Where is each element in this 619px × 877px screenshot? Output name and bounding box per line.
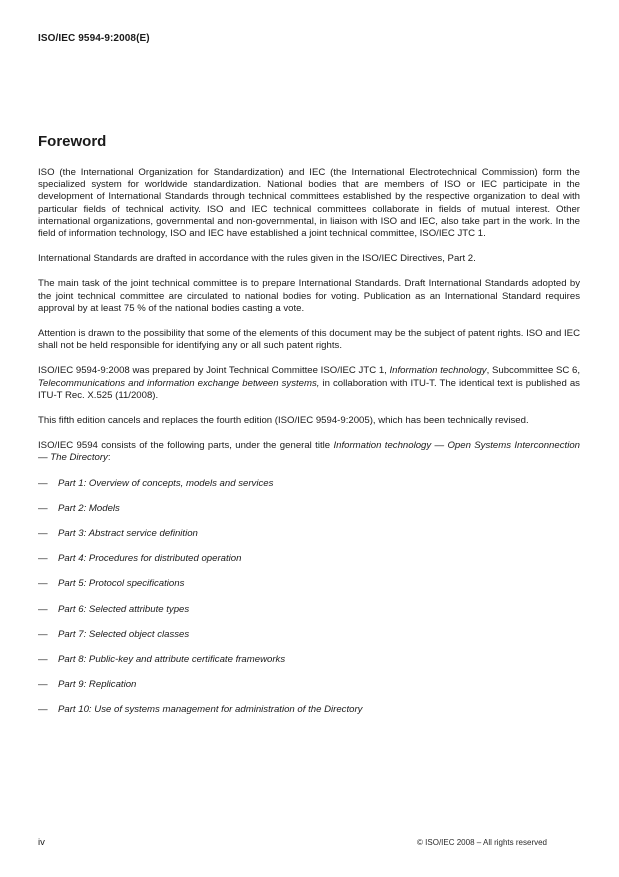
part-list-item bbox=[38, 654, 580, 666]
part-list-item-text: Part 1: Overview of concepts, models and services bbox=[58, 477, 274, 489]
list-dash: — bbox=[38, 578, 48, 590]
part-list-item bbox=[38, 679, 580, 691]
foreword-section bbox=[38, 133, 580, 730]
part-list-item bbox=[38, 478, 580, 490]
part-list-item-text: Part 9: Replication bbox=[58, 679, 137, 691]
list-dash: — bbox=[38, 654, 48, 666]
list-dash: — bbox=[38, 628, 48, 640]
part-list-item-text: Part 6: Selected attribute types bbox=[58, 603, 190, 615]
list-dash: — bbox=[38, 679, 48, 691]
part-list-item bbox=[38, 578, 580, 590]
part-list-item-text: Part 3: Abstract service definition bbox=[58, 528, 198, 540]
list-dash: — bbox=[38, 502, 48, 514]
part-list-item bbox=[38, 604, 580, 616]
document-reference-header: ISO/IEC 9594-9:2008(E) bbox=[38, 33, 150, 44]
body-paragraph: International Standards are drafted in accordance with the rules given in the ISO/IEC Directives, Part 2. bbox=[38, 253, 476, 265]
copyright-notice: © ISO/IEC 2008 – All rights reserved bbox=[417, 838, 547, 847]
part-list-item-text: Part 5: Protocol specifications bbox=[58, 578, 185, 590]
paragraph-container bbox=[38, 167, 580, 465]
list-dash: — bbox=[38, 553, 48, 565]
page-number: iv bbox=[38, 837, 45, 848]
list-dash: — bbox=[38, 704, 48, 716]
part-list-item-text: Part 4: Procedures for distributed operation bbox=[58, 553, 242, 565]
body-paragraph: ISO/IEC 9594-9:2008 was prepared by Joint Technical Committee ISO/IEC JTC 1, Information technology, Subcommittee SC 6, Telecommunications and information exchange between systems, in collaboration with ITU-T. The identical text is published as ITU-T Rec. X.525 (11/2008). bbox=[38, 365, 580, 401]
part-list-item bbox=[38, 629, 580, 641]
part-list-item-text: Part 8: Public-key and attribute certificate frameworks bbox=[58, 654, 286, 666]
list-dash: — bbox=[38, 603, 48, 615]
section-title: Foreword bbox=[38, 133, 107, 150]
part-list-item-text: Part 2: Models bbox=[58, 502, 120, 514]
part-list-item bbox=[38, 528, 580, 540]
parts-list bbox=[38, 478, 580, 717]
part-list-item bbox=[38, 553, 580, 565]
body-paragraph: Attention is drawn to the possibility that some of the elements of this document may be the subject of patent rights. ISO and IEC shall not be held responsible for identifying any or all such patent rights. bbox=[38, 328, 580, 352]
list-dash: — bbox=[38, 477, 48, 489]
body-paragraph: ISO/IEC 9594 consists of the following parts, under the general title Information technology — Open Systems Interconnection — The Directory: bbox=[38, 440, 580, 464]
part-list-item bbox=[38, 503, 580, 515]
body-paragraph: The main task of the joint technical committee is to prepare International Standards. Draft International Standards adopted by the joint technical committee are circulated to national bodies for voting. Publication as an International Standard requires approval by at least 75 % of the national bodies casting a vote. bbox=[38, 278, 580, 314]
list-dash: — bbox=[38, 528, 48, 540]
part-list-item-text: Part 7: Selected object classes bbox=[58, 628, 190, 640]
part-list-item-text: Part 10: Use of systems management for administration of the Directory bbox=[58, 704, 363, 716]
part-list-item bbox=[38, 704, 580, 716]
body-paragraph: This fifth edition cancels and replaces the fourth edition (ISO/IEC 9594-9:2005), which has been technically revised. bbox=[38, 415, 529, 427]
body-paragraph: ISO (the International Organization for Standardization) and IEC (the International Electrotechnical Commission) form the specialized system for worldwide standardization. National bodies that are members of ISO or IEC participate in the development of International Standards through technical committees established by the respective organization to deal with particular fields of technical activity. ISO and IEC technical committees collaborate in fields of mutual interest. Other international organizations, governmental and non-governmental, in liaison with ISO and IEC, also take part in the work. In the field of information technology, ISO and IEC have established a joint technical committee, ISO/IEC JTC 1. bbox=[38, 167, 580, 240]
